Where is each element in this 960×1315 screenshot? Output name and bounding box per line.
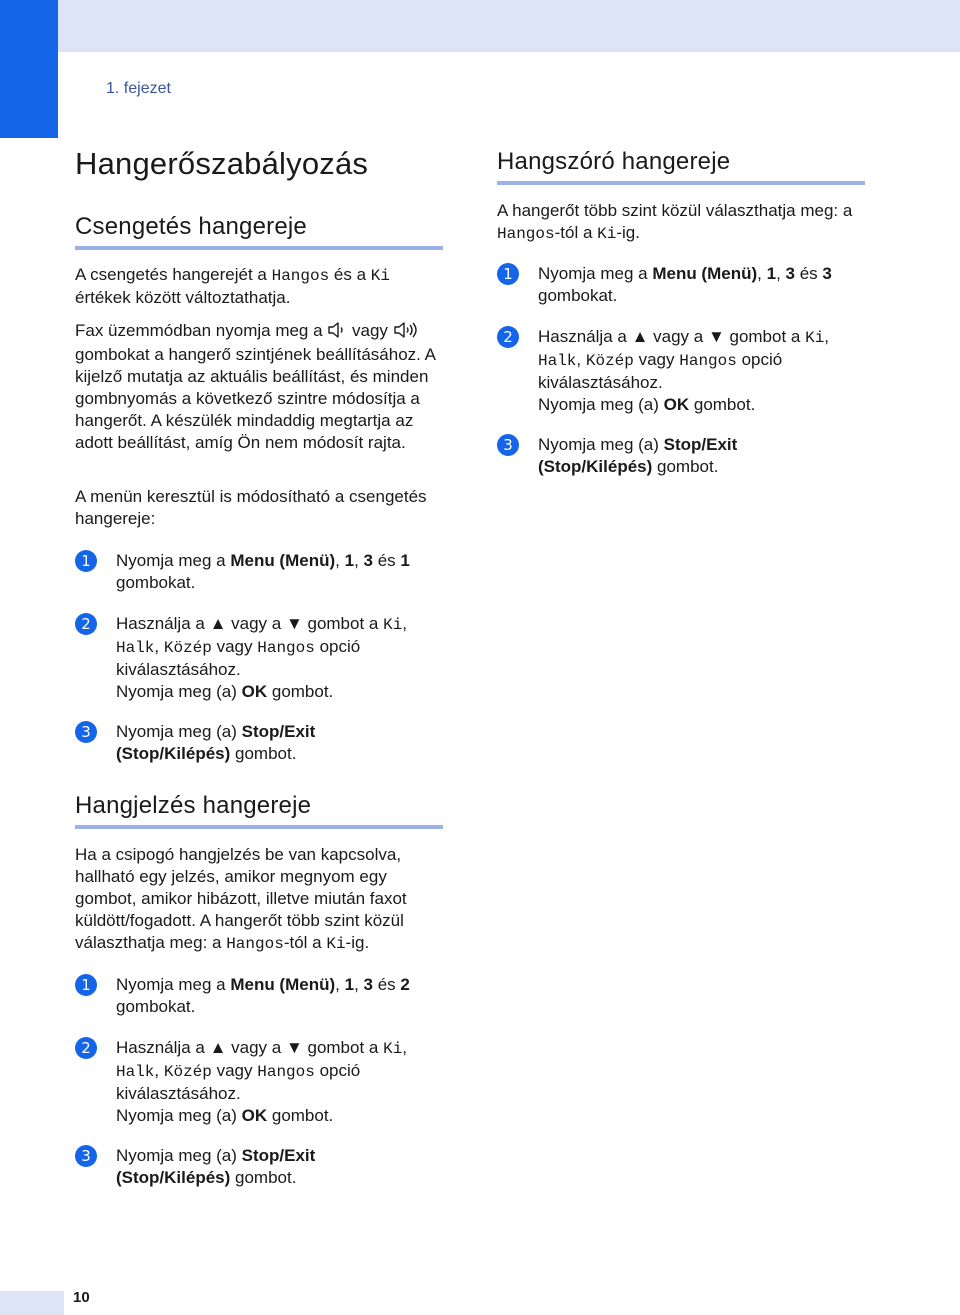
step-text: Nyomja meg (a) Stop/Exit (Stop/Kilépés) gombot. xyxy=(538,435,738,476)
speaker-volume-heading: Hangszóró hangereje xyxy=(497,148,731,175)
step-text: Használja a ▲ vagy a ▼ gombot a Ki, Halk, Közép vagy Hangos opció kiválasztásához. Nyomja meg (a) OK gombot. xyxy=(116,614,408,701)
beep-volume-heading: Hangjelzés hangereje xyxy=(75,792,312,819)
beep-intro-paragraph: Ha a csipogó hangjelzés be van kapcsolva, hallható egy jelzés, amikor megnyom egy gombot, amikor hibázott, illetve miután faxot küldött/fogadott. A hangerőt több szint közül választhatja meg: a Hangos-tól a Ki-ig. xyxy=(75,845,407,953)
section-title: Hangerőszabályozás xyxy=(75,146,369,181)
header-band xyxy=(0,0,960,52)
down-arrow-icon: ▼ xyxy=(285,1038,303,1057)
step-text: Használja a ▲ vagy a ▼ gombot a Ki, Halk, Közép vagy Hangos opció kiválasztásához. Nyomja meg (a) OK gombot. xyxy=(116,1038,408,1125)
step-number-badge: 3 xyxy=(497,434,519,456)
step-text: Nyomja meg (a) Stop/Exit (Stop/Kilépés) gombot. xyxy=(116,722,316,763)
heading-rule xyxy=(75,246,443,250)
step-number-badge: 1 xyxy=(497,263,519,285)
step-text: Nyomja meg a Menu (Menü), 1, 3 és 3 gombokat. xyxy=(538,264,832,305)
heading-rule xyxy=(75,825,443,829)
heading-rule xyxy=(497,181,865,185)
footer-tab xyxy=(0,1291,64,1315)
ring-intro-paragraph: A csengetés hangerejét a Hangos és a Ki értékek között változtathatja. xyxy=(75,265,390,307)
step-text: Nyomja meg a Menu (Menü), 1, 3 és 2 gombokat. xyxy=(116,975,410,1016)
ring-fax-paragraph: Fax üzemmódban nyomja meg a vagy gombokat a hangerő szintjének beállításához. A kijelző mutatja az aktuális beállítást, és minden gombnyomás a következő szintre módosítja a hangerőt. A készülék mindaddig megtartja az adott beállítást, amíg Ön nem módosít rajta. xyxy=(75,321,436,452)
up-arrow-icon: ▲ xyxy=(209,1038,227,1057)
chapter-label: 1. fejezet xyxy=(106,80,171,97)
down-arrow-icon: ▼ xyxy=(707,327,725,346)
ring-menu-paragraph: A menün keresztül is módosítható a csengetés hangereje: xyxy=(75,487,427,528)
page-number: 10 xyxy=(73,1289,90,1306)
step-number-badge: 2 xyxy=(497,326,519,348)
step-number-badge: 3 xyxy=(75,1145,97,1167)
step-text: Nyomja meg a Menu (Menü), 1, 3 és 1 gombokat. xyxy=(116,551,410,592)
step-text: Használja a ▲ vagy a ▼ gombot a Ki, Halk, Közép vagy Hangos opció kiválasztásához. Nyomja meg (a) OK gombot. xyxy=(538,327,830,414)
step-number-badge: 1 xyxy=(75,974,97,996)
step-number-badge: 3 xyxy=(75,721,97,743)
step-number-badge: 2 xyxy=(75,1037,97,1059)
step-text: Nyomja meg (a) Stop/Exit (Stop/Kilépés) gombot. xyxy=(116,1146,316,1187)
step-number-badge: 2 xyxy=(75,613,97,635)
speaker-intro-paragraph: A hangerőt több szint közül választhatja meg: a Hangos-tól a Ki-ig. xyxy=(497,201,853,243)
down-arrow-icon: ▼ xyxy=(285,614,303,633)
ring-volume-heading: Csengetés hangereje xyxy=(75,213,307,240)
chapter-tab xyxy=(0,0,58,138)
speaker-low-icon xyxy=(327,322,347,344)
up-arrow-icon: ▲ xyxy=(631,327,649,346)
speaker-high-icon xyxy=(393,322,419,344)
up-arrow-icon: ▲ xyxy=(209,614,227,633)
step-number-badge: 1 xyxy=(75,550,97,572)
